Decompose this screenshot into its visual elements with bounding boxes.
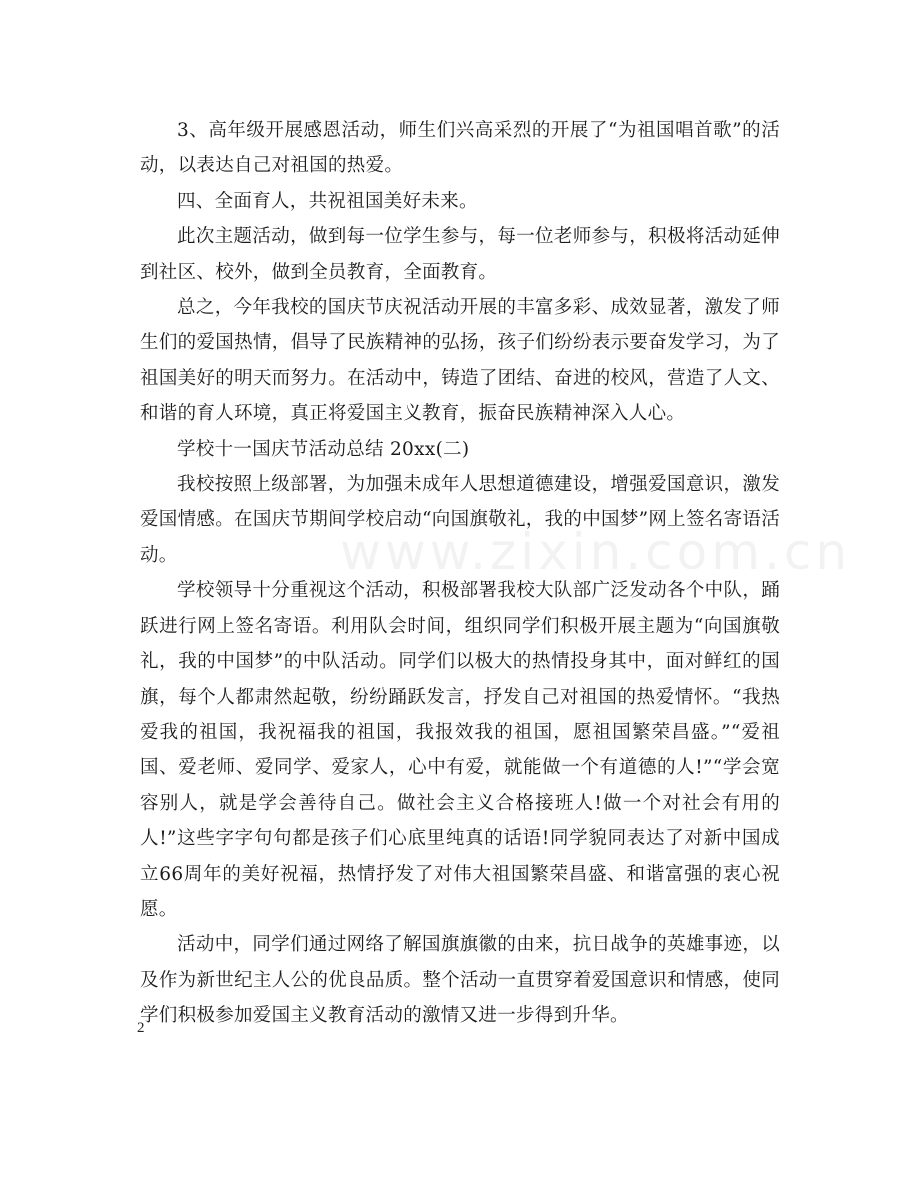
paragraph: 活动中，同学们通过网络了解国旗旗徽的由来，抗日战争的英雄事迹，以及作为新世纪主人公的优良品质。整个活动一直贯穿着爱国意识和情感，使同学们积极参加爱国主义教育活动的激情又进一步得到升华。	[140, 934, 780, 1027]
page-number: 2	[137, 1020, 145, 1036]
paragraph: 此次主题活动，做到每一位学生参与，每一位老师参与，积极将活动延伸到社区、校外，做到全员教育，全面教育。	[140, 226, 780, 283]
paragraph: 我校按照上级部署，为加强未成年人思想道德建设，增强爱国意识，激发爱国情感。在国庆节期间学校启动“向国旗敬礼，我的中国梦”网上签名寄语活动。	[140, 474, 780, 566]
paragraph: 总之，今年我校的国庆节庆祝活动开展的丰富多彩、成效显著，激发了师生们的爱国热情，倡导了民族精神的弘扬，孩子们纷纷表示要奋发学习，为了祖国美好的明天而努力。在活动中，铸造了团结、奋进的校风，营造了人文、和谐的育人环境，真正将爱国主义教育，振奋民族精神深入人心。	[140, 297, 780, 425]
subtitle: 学校十一国庆节活动总结 20xx(二)	[177, 438, 470, 460]
watermark: www.zixin.com.cn	[340, 523, 852, 581]
paragraph: 3、高年级开展感恩活动，师生们兴高采烈的开展了“为祖国唱首歌”的活动，以表达自己对祖国的热爱。	[140, 120, 780, 177]
section-heading: 四、全面育人，共祝祖国美好未来。	[177, 190, 478, 212]
document-body	[140, 113, 780, 1034]
paragraph: 学校领导十分重视这个活动，积极部署我校大队部广泛发动各个中队，踊跃进行网上签名寄语。利用队会时间，组织同学们积极开展主题为“向国旗敬礼，我的中国梦”的中队活动。同学们以极大的热情投身其中，面对鲜红的国旗，每个人都肃然起敬，纷纷踊跃发言，抒发自己对祖国的热爱情怀。“我热爱我的祖国，我祝福我的祖国，我报效我的祖国，愿祖国繁荣昌盛。”“爱祖国、爱老师、爱同学、爱家人，心中有爱，就能做一个有道德的人!”“学会宽容别人，就是学会善待自己。做社会主义合格接班人!做一个对社会有用的人!”这些字字句句都是孩子们心底里纯真的话语!同学貌同表达了对新中国成立66周年的美好祝福，热情抒发了对伟大祖国繁荣昌盛、和谐富强的衷心祝愿。	[140, 580, 780, 920]
